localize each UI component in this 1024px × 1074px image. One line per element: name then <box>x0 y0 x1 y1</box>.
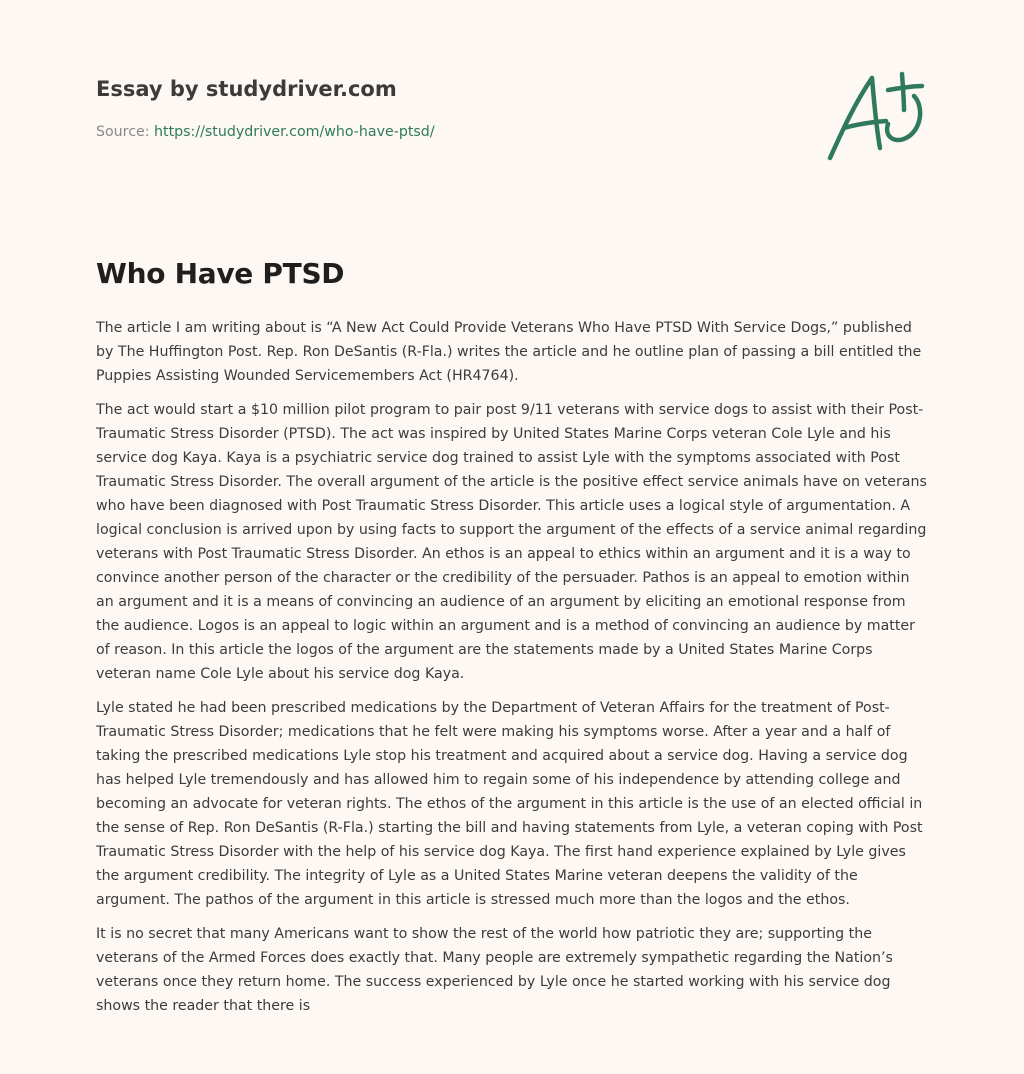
site-title: Essay by studydriver.com <box>96 77 397 101</box>
source-label: Source: <box>96 124 150 140</box>
source-line <box>96 122 796 142</box>
essay-paragraph: Lyle stated he had been prescribed medications by the Department of Veteran Affairs for the treatment of Post-Traumatic Stress Disorder; medications that he felt were making his symptoms worse. After a year and a half of taking the prescribed medications Lyle stop his treatment and acquired about a service dog. Having a service dog has helped Lyle tremendously and has allowed him to regain some of his independence by attending college and becoming an advocate for veteran rights. The ethos of the argument in this article is the use of an elected official in the sense of Rep. Ron DeSantis (R-Fla.) starting the bill and having statements from Lyle, a veteran coping with Post Traumatic Stress Disorder with the help of his service dog Kaya. The first hand experience explained by Lyle gives the argument credibility. The integrity of Lyle as a United States Marine veteran deepens the validity of the argument. The pathos of the argument in this article is stressed much more than the logos and the ethos. <box>96 700 923 908</box>
essay-title: Who Have PTSD <box>96 257 345 290</box>
essay-paragraph: The act would start a $10 million pilot program to pair post 9/11 veterans with service dogs to assist with their Post-Traumatic Stress Disorder (PTSD). The act was inspired by United States Marine Corps veteran Cole Lyle and his service dog Kaya. Kaya is a psychiatric service dog trained to assist Lyle with the symptoms associated with Post Traumatic Stress Disorder. The overall argument of the article is the positive effect service animals have on veterans who have been diagnosed with Post Traumatic Stress Disorder. This article uses a logical style of argumentation. A logical conclusion is arrived upon by using facts to support the argument of the effects of a service animal regarding veterans with Post Traumatic Stress Disorder. An ethos is an appeal to ethics within an argument and it is a way to convince another person of the character or the credibility of the persuader. Pathos is an appeal to emotion within an argument and it is a means of convincing an audience of an argument by eliciting an emotional response from the audience. Logos is an appeal to logic within an argument and is a method of convincing an audience by matter of reason. In this article the logos of the argument are the statements made by a United States Marine Corps veteran name Cole Lyle about his service dog Kaya. <box>96 402 927 682</box>
essay-paragraph: It is no secret that many Americans want to show the rest of the world how patriotic they are; supporting the veterans of the Armed Forces does exactly that. Many people are extremely sympathetic regarding the Nation’s veterans once they return home. The success experienced by Lyle once he started working with his service dog shows the reader that there is <box>96 926 893 1014</box>
essay-paragraph: The article I am writing about is “A New Act Could Provide Veterans Who Have PTSD With Service Dogs,” published by The Huffington Post. Rep. Ron DeSantis (R-Fla.) writes the article and he outline plan of passing a bill entitled the Puppies Assisting Wounded Servicemembers Act (HR4764). <box>96 320 922 384</box>
source-link[interactable]: https://studydriver.com/who-have-ptsd/ <box>154 124 435 140</box>
a-plus-logo-icon <box>822 66 932 166</box>
essay-body <box>96 316 928 1028</box>
page-header <box>96 74 796 142</box>
